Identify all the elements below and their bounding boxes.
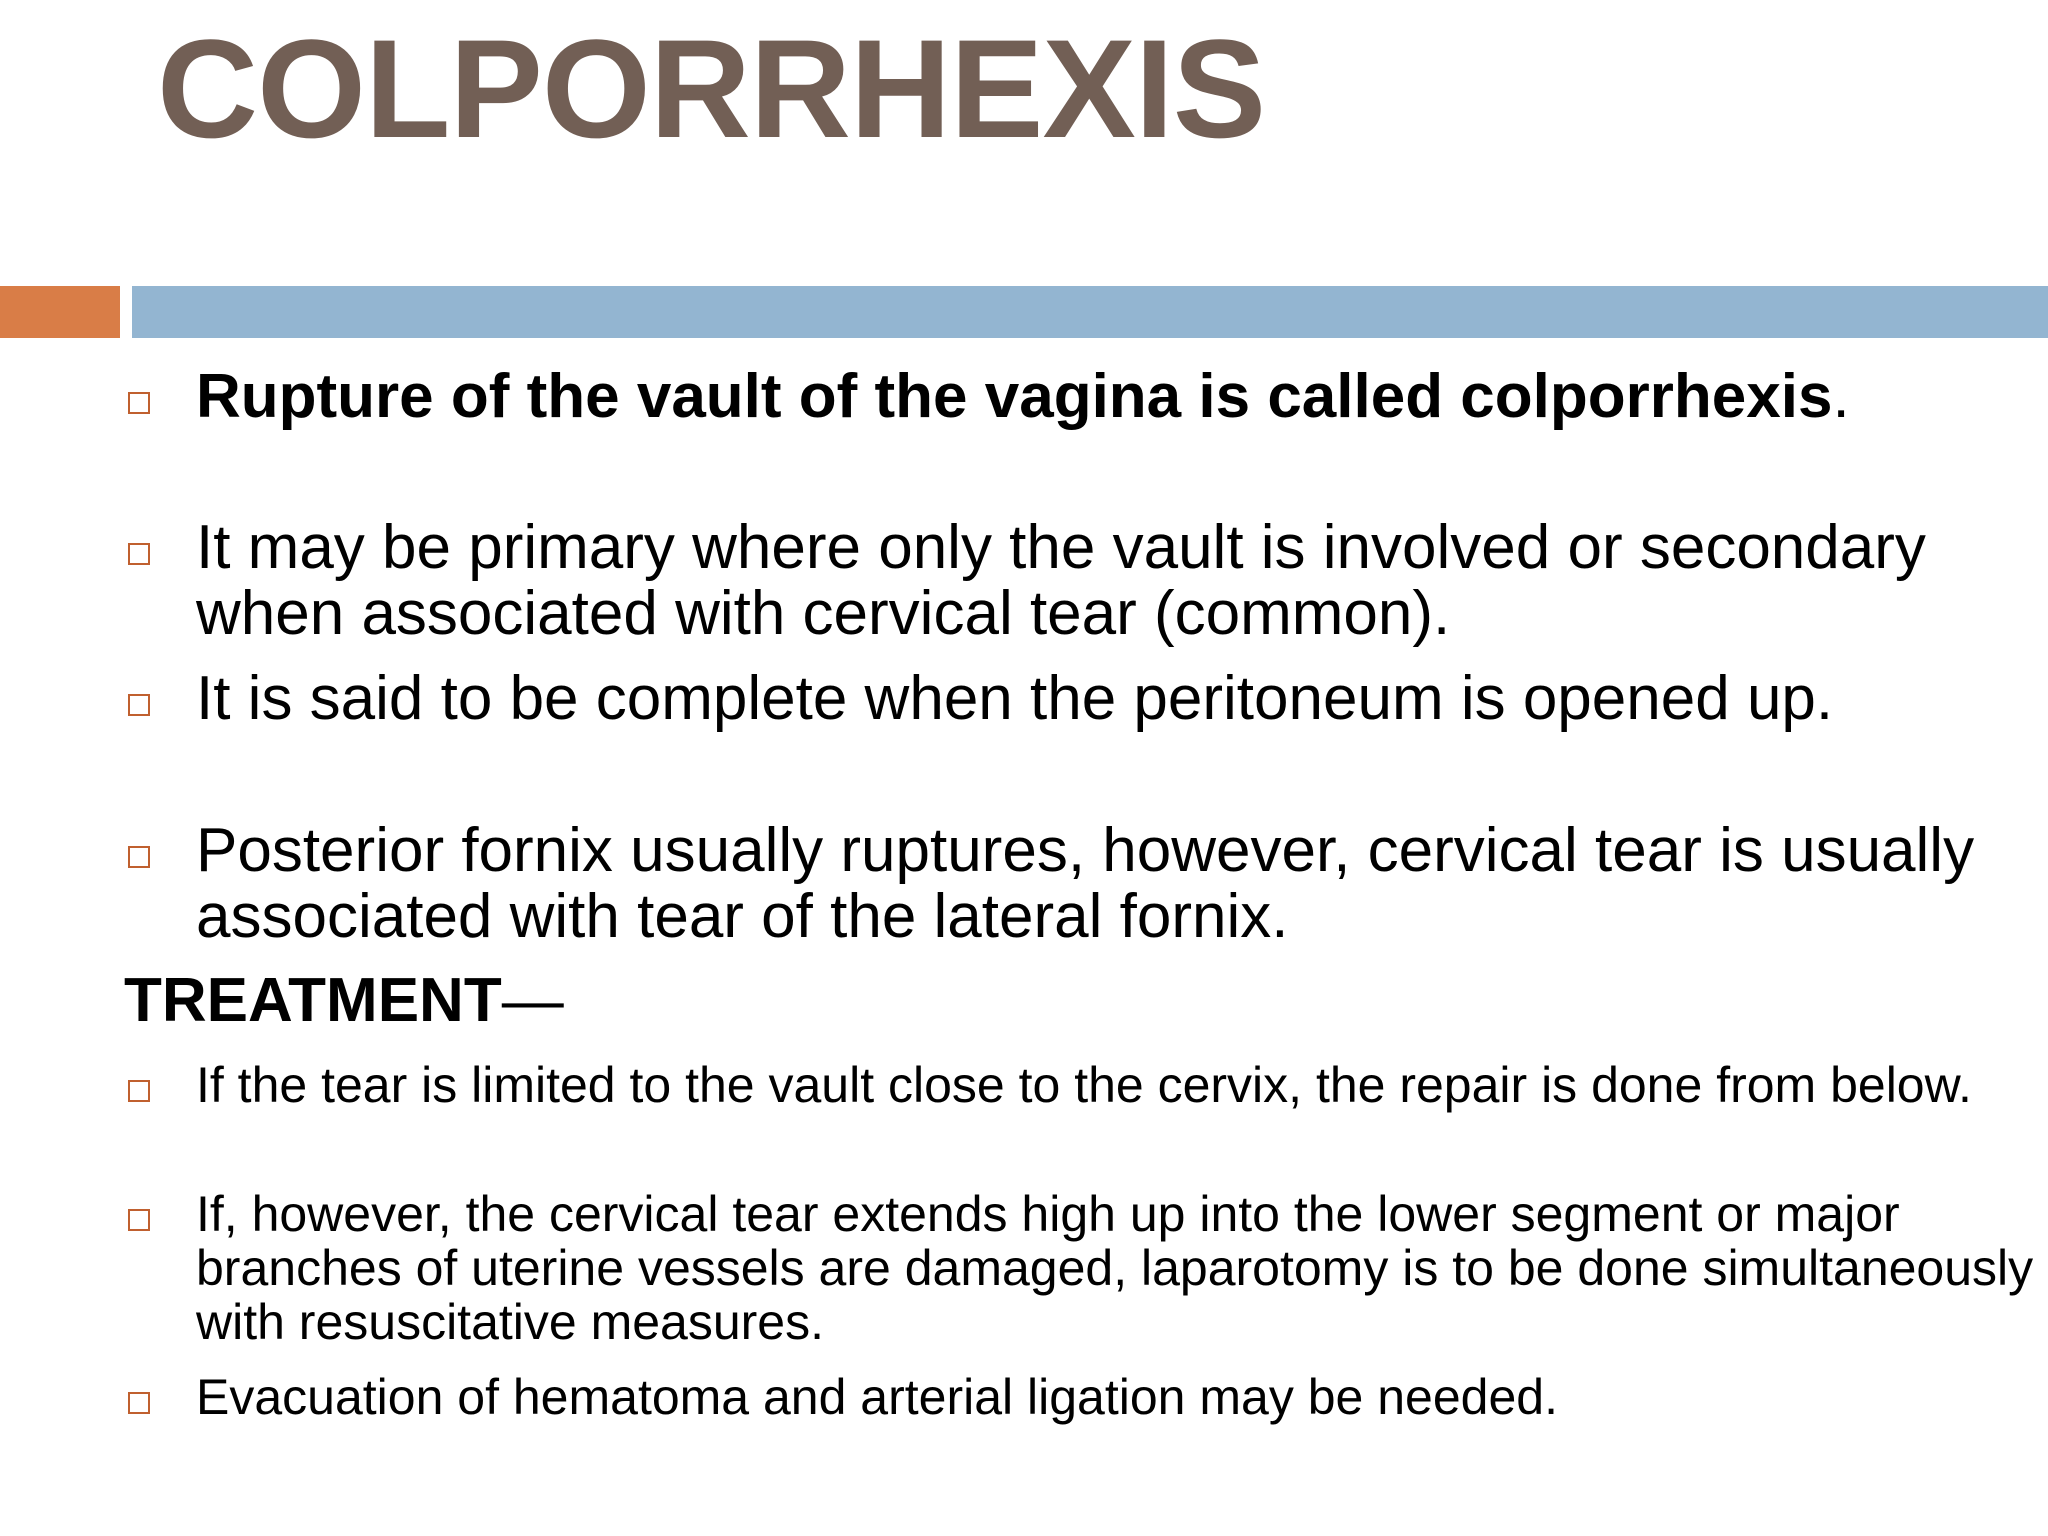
- bullet-text-rest: .: [1832, 362, 1850, 431]
- treatment-heading-dash: —: [501, 966, 564, 1035]
- square-bullet-icon: [128, 1392, 150, 1414]
- bullet-text: Posterior fornix usually ruptures, however, cervical tear is usually associated with tear of the lateral fornix.: [196, 816, 1975, 951]
- square-bullet-icon: [128, 694, 150, 716]
- treatment-heading-label: TREATMENT: [124, 966, 502, 1035]
- square-bullet-icon: [128, 392, 150, 414]
- square-bullet-icon: [128, 543, 150, 565]
- bullet-text: [196, 364, 2048, 430]
- square-bullet-icon: [128, 846, 150, 868]
- treatment-text: Evacuation of hematoma and arterial ligation may be needed.: [196, 1369, 1558, 1425]
- treatment-heading: [124, 968, 564, 1034]
- bullet-text: It is said to be complete when the peritoneum is opened up.: [196, 664, 1834, 733]
- slide-title: COLPORRHEXIS: [157, 10, 1266, 167]
- treatment-text: If, however, the cervical tear extends high up into the lower segment or major branches of uterine vessels are damaged, laparotomy is to be done simultaneously with resuscitative measures.: [196, 1186, 2034, 1350]
- bullet-strong-text: Rupture of the vault of the vagina is called colporrhexis: [196, 362, 1833, 431]
- bullet-text: It may be primary where only the vault is involved or secondary when associated with cervical tear (common).: [196, 513, 1926, 648]
- treatment-text: If the tear is limited to the vault close to the cervix, the repair is done from below.: [196, 1057, 1972, 1113]
- square-bullet-icon: [128, 1209, 150, 1231]
- square-bullet-icon: [128, 1080, 150, 1102]
